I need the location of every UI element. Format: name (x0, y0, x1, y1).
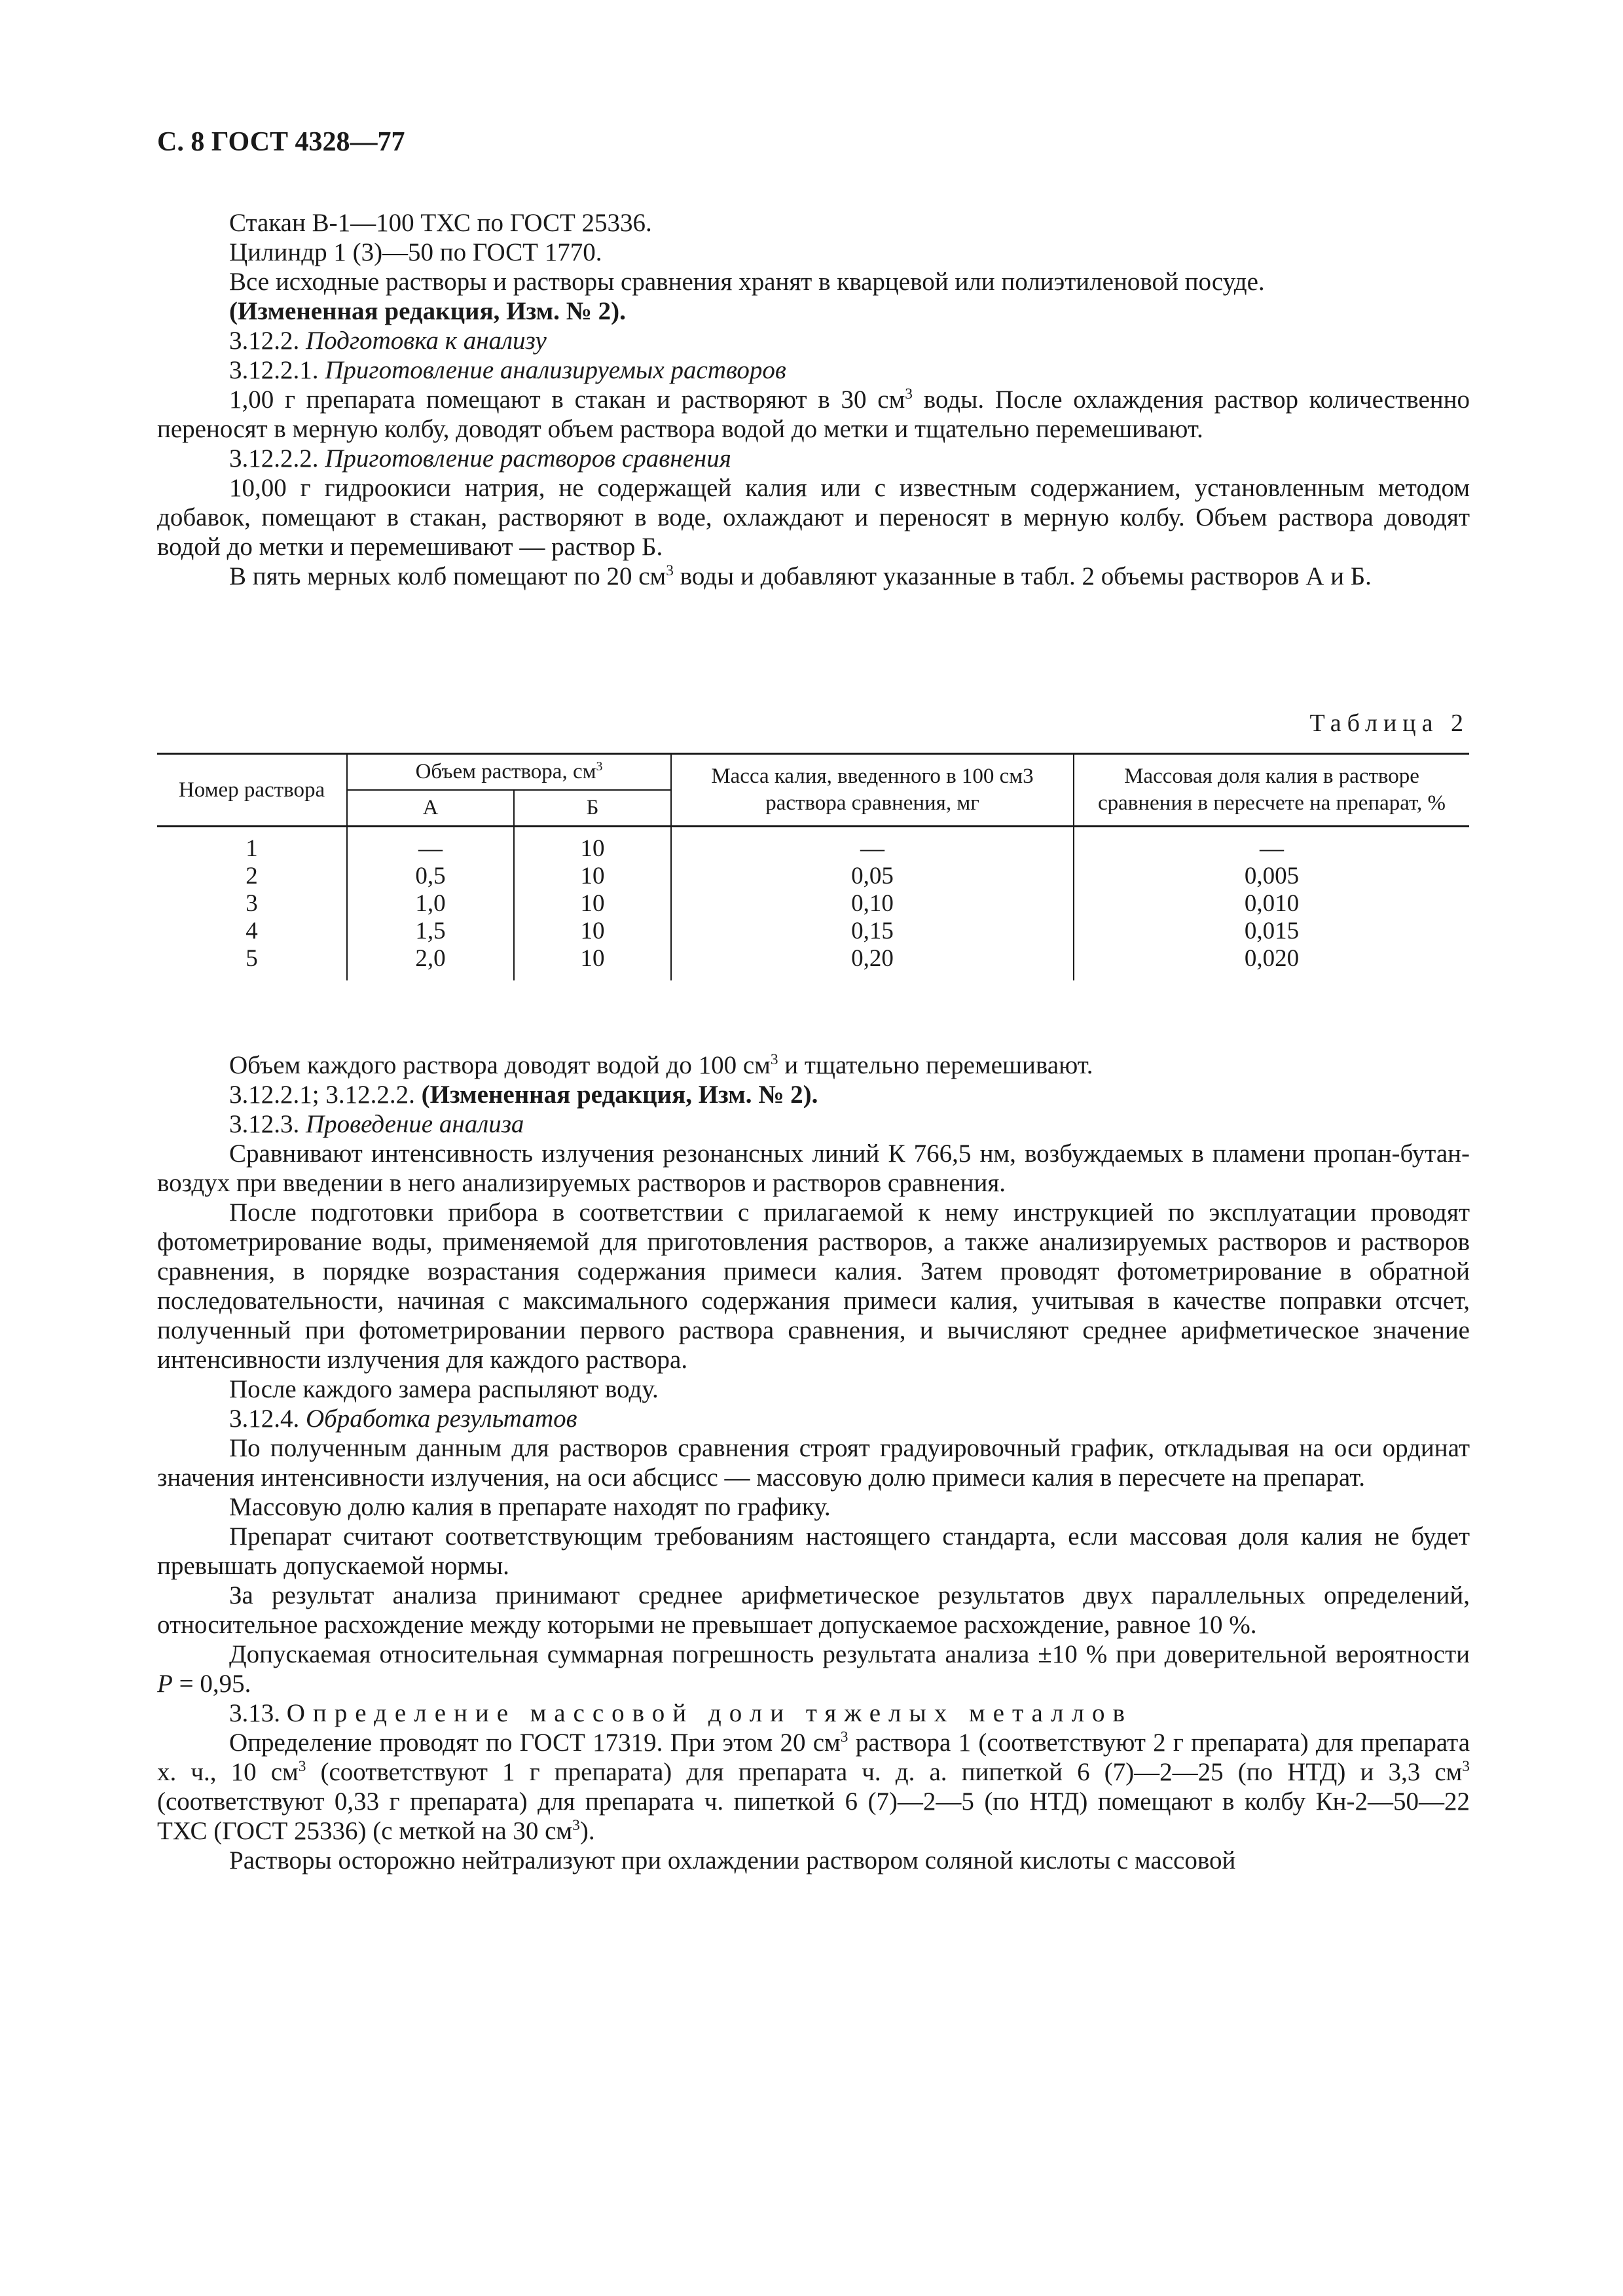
section-title: Определение массовой доли тяжелых металлов (286, 1699, 1133, 1727)
section-number: 3.12.2. (229, 327, 306, 355)
table-caption: Таблица 2 (1309, 709, 1469, 737)
section-heading (157, 326, 1470, 355)
paragraph (157, 1640, 1470, 1698)
table-cell: 2 (157, 863, 347, 890)
paragraph: За результат анализа принимают среднее арифметическое результатов двух параллельных определений, относительное расхождение между которыми не превышает допускаемое расхождение, равное 10 %. (157, 1581, 1470, 1639)
table-cell: 2,0 (347, 945, 514, 980)
table-row (157, 890, 1469, 918)
table-cell: 0,05 (671, 863, 1074, 890)
superscript: 3 (1462, 1758, 1470, 1775)
superscript: 3 (666, 562, 674, 579)
text-block-top (157, 208, 1470, 591)
table-cell: 10 (514, 827, 671, 863)
section-number: 3.12.4. (229, 1405, 306, 1433)
text-run: (Измененная редакция, Изм. № 2). (421, 1081, 818, 1109)
table-cell: 1,5 (347, 918, 514, 945)
text-run: Объем каждого раствора доводят водой до 100 см (229, 1051, 771, 1079)
text-run: Объем раствора, см (415, 760, 596, 783)
table-row (157, 945, 1469, 980)
paragraph: Цилиндр 1 (3)—50 по ГОСТ 1770. (229, 238, 602, 266)
text-run: 3.12.2.1; 3.12.2.2. (229, 1081, 422, 1109)
text-run: и тщательно перемешивают. (778, 1051, 1093, 1079)
table-cell: 0,015 (1074, 918, 1469, 945)
paragraph: Массовую долю калия в препарате находят по графику. (229, 1493, 831, 1521)
col-header-fraction: Массовая доля калия в растворе сравнения в пересчете на препарат, % (1074, 754, 1469, 827)
paragraph: Стакан В-1—100 ТХС по ГОСТ 25336. (229, 209, 652, 237)
superscript: 3 (770, 1051, 778, 1068)
paragraph: После подготовки прибора в соответствии с прилагаемой к нему инструкцией по эксплуатации проводят фотометрирование воды, применяемой для приготовления растворов, а также анализируемых растворов и растворов сравнения, в порядке возрастания содержания примеси калия. Затем проводят фотометрирование в обратной последовательности, начиная с максимального содержания примеси калия, учитывая в качестве поправки отсчет, полученный при фотометрировании первого раствора сравнения, и вычисляют среднее арифметическое значение интенсивности излучения для каждого раствора. (157, 1198, 1470, 1374)
page-header: С. 8 ГОСТ 4328—77 (157, 127, 405, 157)
paragraph: 10,00 г гидроокиси натрия, не содержащей калия или с известным содержанием, установленным методом добавок, помещают в стакан, растворяют в воде, охлаждают и переносят в мерную колбу. Объем раствора доводят водой до метки и перемешивают — раствор Б. (157, 474, 1470, 561)
table-cell: 0,005 (1074, 863, 1469, 890)
paragraph (157, 562, 1470, 591)
section-title: Обработка результатов (306, 1405, 577, 1433)
table-cell: 0,15 (671, 918, 1074, 945)
data-table (157, 753, 1469, 980)
text-run: раствора 1 (соответствуют 2 г препарата) для препарата х. ч., 10 см (157, 1729, 1470, 1786)
superscript: 3 (298, 1758, 306, 1775)
col-header-b: Б (514, 790, 671, 827)
section-number: 3.13. (229, 1699, 287, 1727)
text-run: 1,00 г препарата помещают в стакан и растворяют в 30 см (229, 386, 905, 414)
section-number: 3.12.2.2. (229, 444, 325, 473)
table-row (157, 918, 1469, 945)
superscript: 3 (840, 1729, 848, 1746)
table-cell: 0,10 (671, 890, 1074, 918)
table-cell: 1 (157, 827, 347, 863)
section-title: Приготовление растворов сравнения (325, 444, 731, 473)
paragraph (157, 385, 1470, 444)
text-block-bottom (157, 1050, 1470, 1875)
superscript: 3 (596, 759, 603, 774)
revision-note: (Измененная редакция, Изм. № 2). (229, 297, 626, 325)
table-cell: 10 (514, 863, 671, 890)
paragraph: Сравнивают интенсивность излучения резонансных линий К 766,5 нм, возбуждаемых в пламени пропан-бутан-воздух при введении в него анализируемых растворов и растворов сравнения. (157, 1139, 1470, 1197)
section-title: Проведение анализа (306, 1110, 524, 1138)
paragraph: По полученным данным для растворов сравнения строят градуировочный график, откладывая на оси ординат значения интенсивности излучения, на оси абсцисс — массовую долю примеси калия в пересчете на препарат. (157, 1434, 1470, 1492)
table-cell: — (671, 827, 1074, 863)
table-cell: 3 (157, 890, 347, 918)
paragraph (157, 1050, 1470, 1080)
section-heading (157, 1109, 1470, 1139)
section-heading (157, 1404, 1470, 1433)
section-title: Приготовление анализируемых растворов (325, 356, 786, 384)
section-number: 3.12.2.1. (229, 356, 325, 384)
text-run: ). (579, 1817, 595, 1845)
superscript: 3 (905, 386, 913, 403)
text-run: воды. После охлаждения раствор количественно переносят в мерную колбу, доводят объем раствора водой до метки и тщательно перемешивают. (157, 386, 1470, 443)
table-cell: — (347, 827, 514, 863)
text-run: Определение проводят по ГОСТ 17319. При этом 20 см (229, 1729, 841, 1757)
section-heading (157, 444, 1470, 473)
col-header-a: А (347, 790, 514, 827)
col-header-volume (347, 754, 671, 791)
text-run: (соответствуют 1 г препарата) для препарата ч. д. а. пипеткой 6 (7)—2—25 (по НТД) и 3,3 см (306, 1758, 1463, 1786)
section-title: Подготовка к анализу (306, 327, 547, 355)
text-run: В пять мерных колб помещают по 20 см (229, 562, 666, 590)
table-cell: 0,020 (1074, 945, 1469, 980)
paragraph: Препарат считают соответствующим требованиям настоящего стандарта, если массовая доля калия не будет превышать допускаемой нормы. (157, 1522, 1470, 1580)
text-run: воды и добавляют указанные в табл. 2 объемы растворов А и Б. (673, 562, 1372, 590)
table-cell: 10 (514, 890, 671, 918)
table-cell: 4 (157, 918, 347, 945)
table-cell: — (1074, 827, 1469, 863)
paragraph: После каждого замера распыляют воду. (229, 1375, 659, 1403)
paragraph (157, 1728, 1470, 1846)
col-header-number: Номер раствора (157, 754, 347, 827)
superscript: 3 (572, 1817, 580, 1834)
section-heading (157, 355, 1470, 385)
table-row (157, 827, 1469, 863)
table-row (157, 863, 1469, 890)
col-header-mass: Масса калия, введенного в 100 см3 раствора сравнения, мг (671, 754, 1074, 827)
table-cell: 5 (157, 945, 347, 980)
table-cell: 0,20 (671, 945, 1074, 980)
paragraph: Растворы осторожно нейтрализуют при охлаждении раствором соляной кислоты с массовой (229, 1846, 1236, 1874)
table-cell: 1,0 (347, 890, 514, 918)
table-cell: 0,5 (347, 863, 514, 890)
section-number: 3.12.3. (229, 1110, 306, 1138)
section-heading (157, 1698, 1470, 1728)
revision-note (157, 1080, 1470, 1109)
table-cell: 0,010 (1074, 890, 1469, 918)
table-cell: 10 (514, 945, 671, 980)
text-run: Допускаемая относительная суммарная погрешность результата анализа ±10 % при доверительной вероятности (229, 1640, 1470, 1668)
variable: P (157, 1670, 173, 1698)
text-run: = 0,95. (172, 1670, 251, 1698)
table-cell: 10 (514, 918, 671, 945)
paragraph: Все исходные растворы и растворы сравнения хранят в кварцевой или полиэтиленовой посуде. (229, 268, 1265, 296)
text-run: (соответствуют 0,33 г препарата) для препарата ч. пипеткой 6 (7)—2—5 (по НТД) помещают в колбу Кн-2—50—22 ТХС (ГОСТ 25336) (с меткой на 30 см (157, 1787, 1470, 1845)
